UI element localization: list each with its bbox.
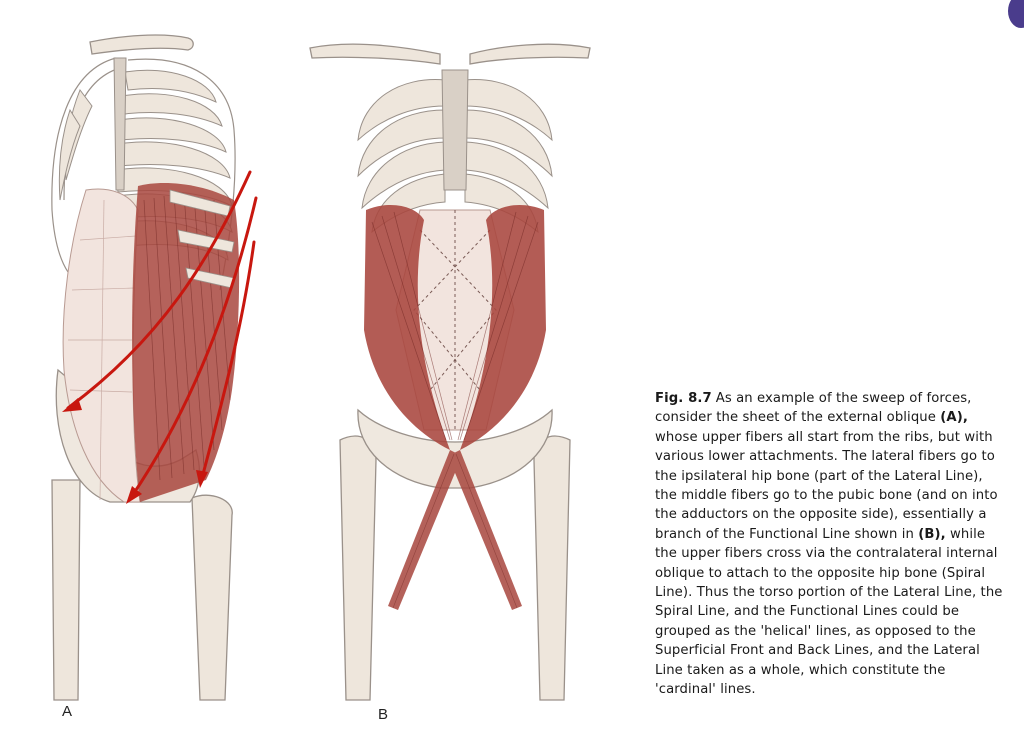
anatomy-illustration-a (20, 10, 320, 710)
caption-text-2: whose upper fibers all start from the ribs, but with various lower attachments. The lateral fibers go to the ipsilateral hip bone (part of the Lateral Line), the middle fibers go to the pubic bone (and on into the adductors on the opposite side), essentially a branch of the Functional Line shown in (655, 429, 998, 542)
panel-label-b: B (378, 706, 389, 723)
caption-text-3: while the upper fibers cross via the contralateral internal oblique to attach to the opposite hip bone (Spiral Line). Thus the torso portion of the Lateral Line, the Spiral Line, and the Functional Lines could be grouped as the 'helical' lines, as opposed to the Superficial Front and Back Lines, and the Lateral Line taken as a whole, which constitute the 'cardinal' lines. (655, 526, 1003, 698)
panel-label-a: A (62, 703, 73, 720)
corner-badge (1008, 0, 1024, 28)
figure-caption (655, 389, 1005, 700)
anatomy-illustration-b (300, 10, 610, 710)
caption-ref-a: (A), (940, 410, 968, 426)
figure-number: Fig. 8.7 (655, 391, 712, 406)
caption-ref-b: (B), (918, 526, 946, 542)
caption-text-1: As an example of the sweep of forces, consider the sheet of the external oblique (655, 391, 972, 426)
